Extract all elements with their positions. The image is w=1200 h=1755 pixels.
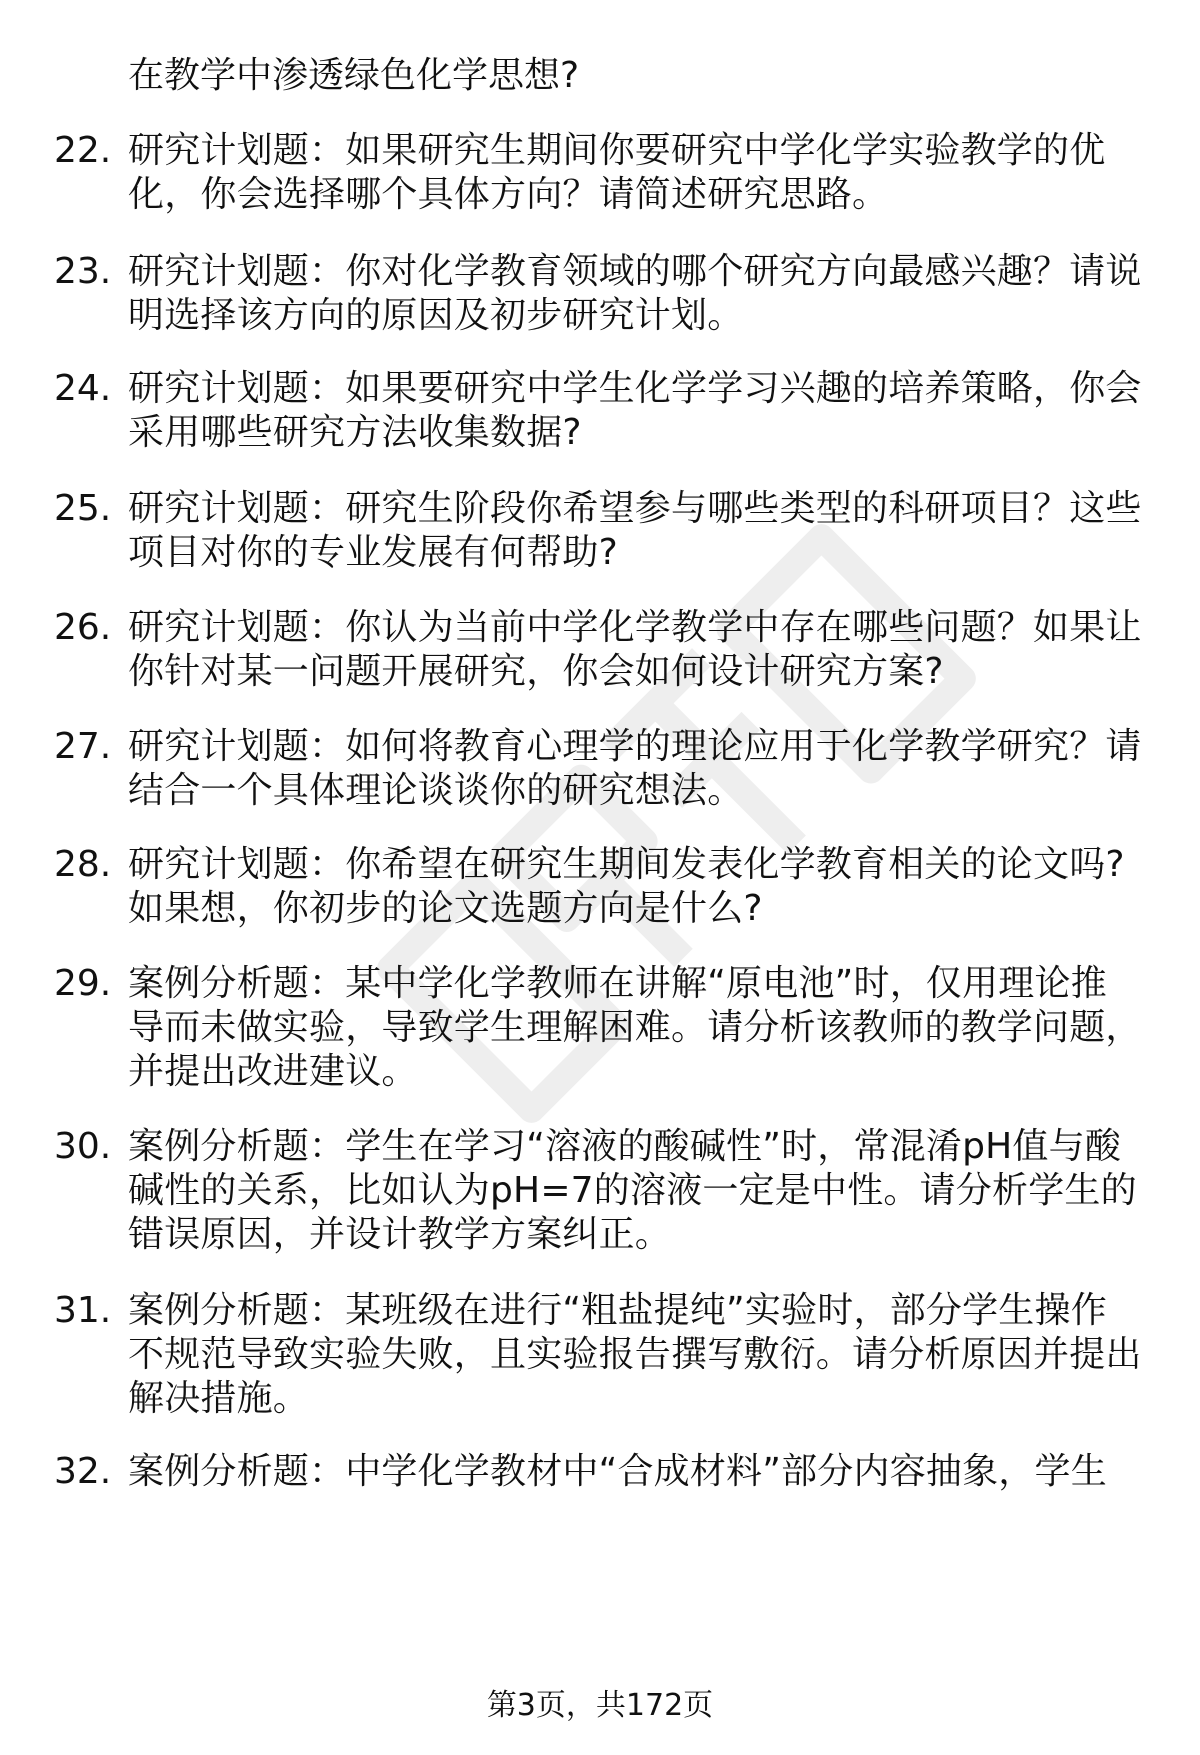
question-number: 27. xyxy=(54,726,112,767)
question-text-line: 研究计划题：如果研究生期间你要研究中学化学实验教学的优 xyxy=(128,130,1106,171)
question-text-line: 你针对某一问题开展研究，你会如何设计研究方案? xyxy=(128,651,944,692)
question-number: 24. xyxy=(54,368,112,409)
question-text-line: 项目对你的专业发展有何帮助? xyxy=(128,532,618,573)
page-footer: 第3页，共172页 xyxy=(486,1688,714,1723)
question-number: 30. xyxy=(54,1126,112,1167)
question-text-line: 研究计划题：如何将教育心理学的理论应用于化学教学研究？请 xyxy=(128,726,1142,767)
continuation-line: 在教学中渗透绿色化学思想? xyxy=(128,55,580,96)
question-text-line: 化，你会选择哪个具体方向？请简述研究思路。 xyxy=(128,174,889,215)
question-text-line: 解决措施。 xyxy=(128,1378,310,1419)
question-text-line: 案例分析题：某中学化学教师在讲解“原电池”时，仅用理论推 xyxy=(128,963,1107,1004)
question-text-line: 导而未做实验，导致学生理解困难。请分析该教师的教学问题， xyxy=(128,1007,1142,1048)
question-number: 23. xyxy=(54,251,112,292)
question-text-line: 研究计划题：你希望在研究生期间发表化学教育相关的论文吗? xyxy=(128,844,1125,885)
question-text-line: 错误原因，并设计教学方案纠正。 xyxy=(128,1214,672,1255)
question-text-line: 碱性的关系，比如认为pH=7的溶液一定是中性。请分析学生的 xyxy=(128,1170,1137,1211)
question-number: 26. xyxy=(54,607,112,648)
question-text-line: 案例分析题：某班级在进行“粗盐提纯”实验时，部分学生操作 xyxy=(128,1290,1107,1331)
question-number: 32. xyxy=(54,1451,112,1492)
question-number: 29. xyxy=(54,963,112,1004)
watermark-icon xyxy=(330,470,1030,1170)
question-text-line: 研究计划题：研究生阶段你希望参与哪些类型的科研项目？这些 xyxy=(128,488,1142,529)
question-text-line: 研究计划题：如果要研究中学生化学学习兴趣的培养策略，你会 xyxy=(128,368,1142,409)
question-text-line: 如果想，你初步的论文选题方向是什么? xyxy=(128,888,763,929)
question-number: 22. xyxy=(54,130,112,171)
question-text-line: 明选择该方向的原因及初步研究计划。 xyxy=(128,295,744,336)
question-text-line: 案例分析题：学生在学习“溶液的酸碱性”时，常混淆pH值与酸 xyxy=(128,1126,1122,1167)
question-number: 31. xyxy=(54,1290,112,1331)
question-text-line: 案例分析题：中学化学教材中“合成材料”部分内容抽象，学生 xyxy=(128,1451,1107,1492)
question-text-line: 并提出改进建议。 xyxy=(128,1051,418,1092)
question-number: 28. xyxy=(54,844,112,885)
question-text-line: 研究计划题：你对化学教育领域的哪个研究方向最感兴趣？请说 xyxy=(128,251,1142,292)
question-text-line: 不规范导致实验失败，且实验报告撰写敷衍。请分析原因并提出 xyxy=(128,1334,1142,1375)
question-number: 25. xyxy=(54,488,112,529)
question-text-line: 研究计划题：你认为当前中学化学教学中存在哪些问题？如果让 xyxy=(128,607,1142,648)
question-text-line: 采用哪些研究方法收集数据? xyxy=(128,412,582,453)
question-text-line: 结合一个具体理论谈谈你的研究想法。 xyxy=(128,770,744,811)
